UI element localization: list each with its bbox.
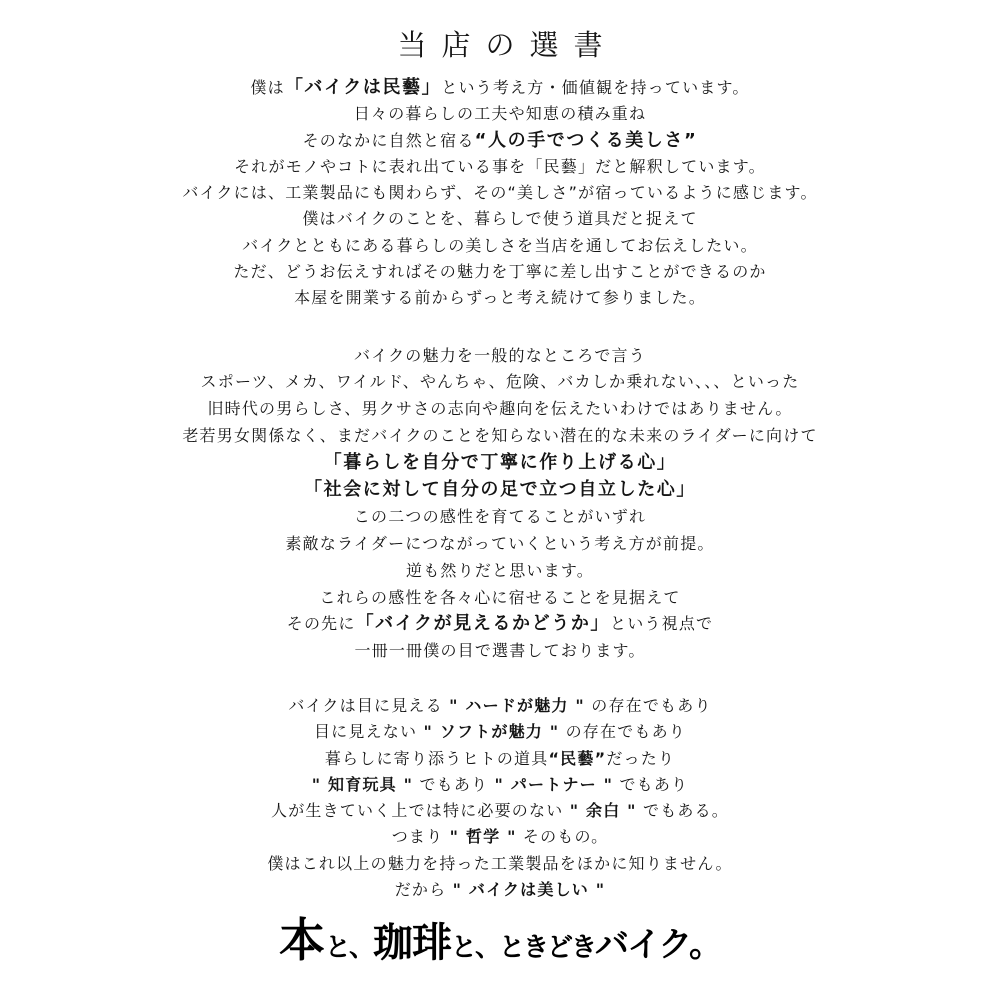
body-line: 一冊一冊僕の目で選書しております。 <box>354 641 646 661</box>
body-line: 本屋を開業する前からずっと考え続けて参りました。 <box>294 288 706 307</box>
body-line: バイクの魅力を一般的なところで言う <box>354 345 646 365</box>
body-line: バイクとともにある暮らしの美しさを当店を通してお伝えしたい。 <box>242 235 758 255</box>
logo-text: 本 <box>279 913 325 967</box>
emphasis-text: " バイクは美しい " <box>452 880 606 900</box>
emphasis-text: " 哲学 " <box>449 827 517 847</box>
line-text: でもあり <box>613 774 689 794</box>
line-text: そのもの。 <box>516 827 609 847</box>
line-text: その先に <box>286 614 356 634</box>
line-text: という視点で <box>610 614 714 634</box>
line-text: そのなかに自然と宿る <box>302 130 475 150</box>
body-line: 素敵なライダーにつながっていくという考え方が前提。 <box>285 533 715 553</box>
body-line <box>0 693 1000 719</box>
body-line: それがモノやコトに表れ出ている事を「民藝」だと解釈しています。 <box>234 156 766 176</box>
emphasis-text: 「バイクが見えるかどうか」 <box>355 613 611 635</box>
emphasis-text: “民藝” <box>548 748 607 768</box>
body-line <box>0 128 1000 154</box>
body-line: 老若男女関係なく、まだバイクのことを知らない潜在的な未来のライダーに向けて <box>182 426 818 446</box>
body-line: 日々の暮らしの工夫や知恵の積み重ね <box>353 104 647 124</box>
line-text: でもあり <box>413 774 495 794</box>
emphasis-line: 「暮らしを自分で丁寧に作り上げる心」 <box>323 452 677 474</box>
body-line: 僕はバイクのことを、暮らしで使う道具だと捉えて <box>302 209 698 229</box>
logo-text: と、 <box>325 933 374 963</box>
body-line: これらの感性を各々心に宿せることを見据えて <box>319 587 681 607</box>
logo-text: と、ときどき <box>451 933 596 963</box>
emphasis-text: " ソフトが魅力 " <box>423 722 560 742</box>
page-title: 当店の選書 <box>397 28 618 62</box>
body-line <box>0 798 1000 824</box>
body-line: ただ、どうお伝えすればその魅力を丁寧に差し出すことができるのか <box>233 261 767 281</box>
body-line <box>0 746 1000 772</box>
line-text: 僕は <box>250 78 285 97</box>
brand-logo <box>0 910 1000 970</box>
logo-text: バイク。 <box>595 925 721 965</box>
body-line <box>0 611 1000 638</box>
emphasis-text: " 知育玩具 " <box>311 774 414 794</box>
emphasis-line: 「社会に対して自分の足で立つ自立した心」 <box>304 478 696 500</box>
line-text: バイクは目に見える <box>288 696 450 715</box>
body-line: 僕はこれ以上の魅力を持った工業製品をほかに知りません。 <box>267 853 733 873</box>
line-text: 人が生きていく上では特に必要のない <box>271 801 570 821</box>
body-line <box>0 824 1000 850</box>
line-text: だったり <box>606 748 676 768</box>
emphasis-text: " ハードが魅力 " <box>449 696 585 715</box>
section-conclusion <box>0 693 1000 903</box>
line-text: の存在でもあり <box>559 722 686 742</box>
emphasis-text: “人の手でつくる美しさ” <box>474 129 698 151</box>
section-message <box>0 343 1000 666</box>
body-line: 旧時代の男らしさ、男クサさの志向や趣向を伝えたいわけではありません。 <box>207 399 793 419</box>
body-line: バイクには、工業製品にも関わらず、その“美しさ”が宿っているように感じます。 <box>182 183 818 202</box>
body-line <box>0 877 1000 903</box>
section-philosophy <box>0 75 1000 311</box>
line-text: でもある。 <box>636 801 729 821</box>
emphasis-text: 「バイクは民藝」 <box>284 77 442 98</box>
logo-text: 珈琲 <box>373 919 452 966</box>
body-line: この二つの感性を育てることがいずれ <box>353 506 647 526</box>
line-text: という考え方・価値観を持っています。 <box>441 78 750 97</box>
body-line: スポーツ、メカ、ワイルド、やんちゃ、危険、バカしか乗れない、、、といった <box>200 372 800 392</box>
body-line: 逆も然りだと思います。 <box>406 560 594 580</box>
emphasis-text: " パートナー " <box>494 774 614 794</box>
line-text: の存在でもあり <box>584 696 712 715</box>
line-text: 暮らしに寄り添うヒトの道具 <box>324 748 549 768</box>
line-text: つまり <box>391 827 450 847</box>
line-text: だから <box>394 880 453 900</box>
body-line <box>0 75 1000 101</box>
emphasis-text: " 余白 " <box>569 801 637 821</box>
body-line <box>0 772 1000 798</box>
body-line <box>0 719 1000 745</box>
line-text: 目に見えない <box>313 722 424 742</box>
